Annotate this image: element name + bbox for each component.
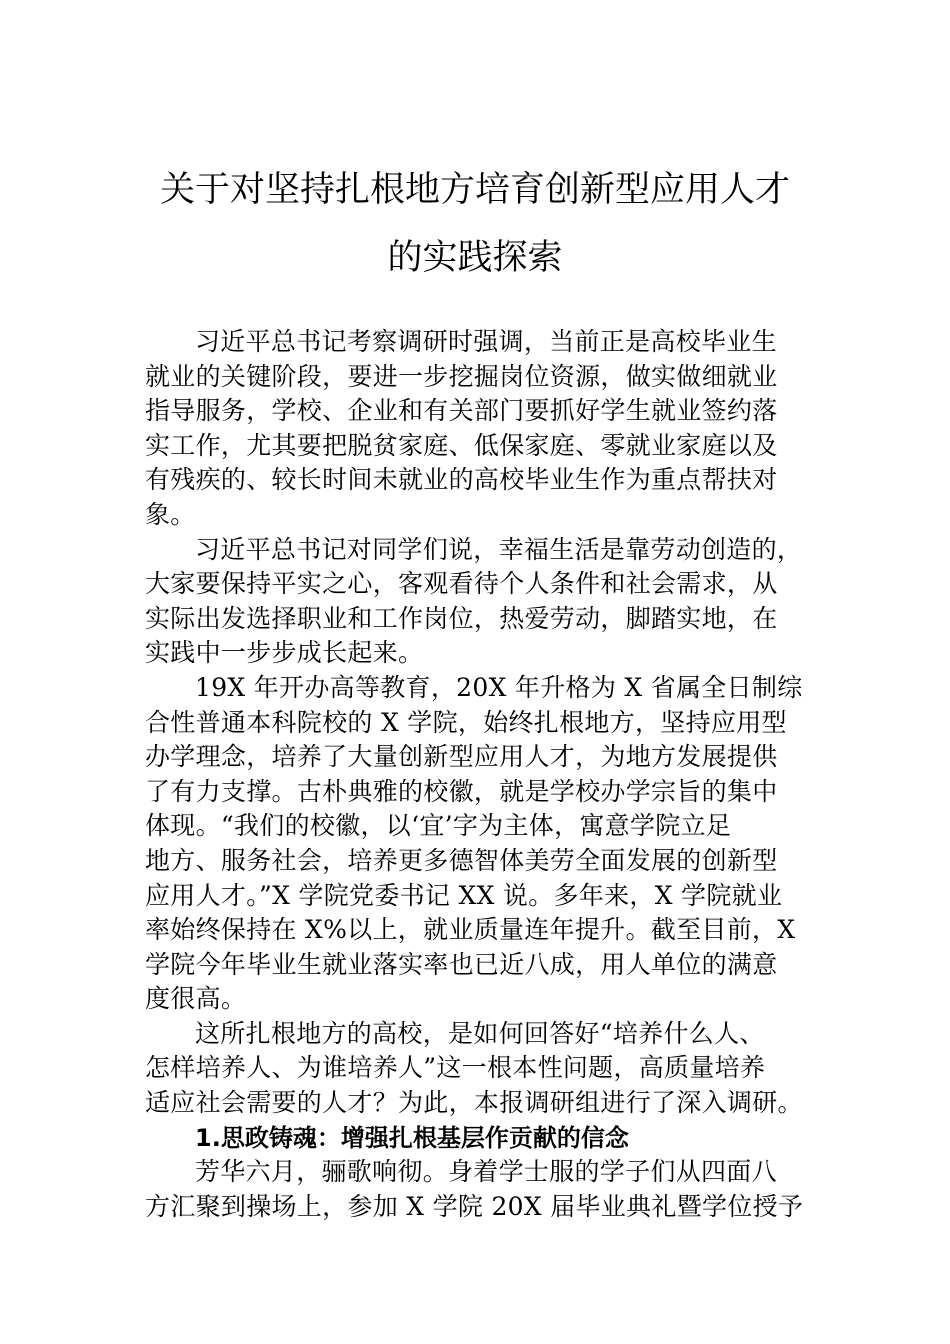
paragraph-line: 象。 <box>145 499 196 529</box>
paragraph-line: 学院今年毕业生就业落实率也已近八成，用人单位的满意 <box>145 949 778 979</box>
paragraph-line: 办学理念，培养了大量创新型应用人才，为地方发展提供 <box>145 742 778 772</box>
paragraph-line: 19X 年开办高等教育，20X 年升格为 X 省属全日制综 <box>195 672 803 702</box>
paragraph-line: 大家要保持平实之心，客观看待个人条件和社会需求，从 <box>145 569 778 599</box>
paragraph-line: 了有力支撑。古朴典雅的校徽，就是学校办学宗旨的集中 <box>145 776 778 806</box>
paragraph-line: 度很高。 <box>145 984 247 1014</box>
paragraph-line: 应用人才。”X 学院党委书记 XX 说。多年来，X 学院就业 <box>145 880 783 910</box>
paragraph-4 <box>145 1017 815 1121</box>
paragraph-line: 适应社会需要的人才？为此，本报调研组进行了深入调研。 <box>145 1088 803 1118</box>
paragraph-line: 实工作，尤其要把脱贫家庭、低保家庭、零就业家庭以及 <box>145 430 778 460</box>
document-title-line-1: 关于对坚持扎根地方培育创新型应用人才 <box>159 170 790 210</box>
document-body <box>145 325 815 1224</box>
paragraph-line: 合性普通本科院校的 X 学院，始终扎根地方，坚持应用型 <box>145 707 787 737</box>
paragraph-line: 怎样培养人、为谁培养人”这一根本性问题，高质量培养 <box>145 1053 766 1083</box>
paragraph-1 <box>145 325 815 533</box>
paragraph-line: 方汇聚到操场上，参加 X 学院 20X 届毕业典礼暨学位授予 <box>145 1191 804 1221</box>
section-heading-1 <box>145 1121 815 1156</box>
section-heading-text: 1.思政铸魂：增强扎根基层作贡献的信念 <box>195 1123 629 1152</box>
paragraph-line: 习近平总书记考察调研时强调，当前正是高校毕业生 <box>195 327 777 356</box>
paragraph-line: 习近平总书记对同学们说，幸福生活是靠劳动创造的， <box>195 534 803 564</box>
paragraph-line: 芳华六月，骊歌响彻。身着学士服的学子们从四面八 <box>195 1157 777 1187</box>
paragraph-3 <box>145 671 815 1017</box>
paragraph-line: 就业的关键阶段，要进一步挖掘岗位资源，做实做细就业 <box>145 361 778 391</box>
paragraph-5 <box>145 1155 815 1224</box>
paragraph-2 <box>145 533 815 671</box>
paragraph-line: 地方、服务社会，培养更多德智体美劳全面发展的创新型 <box>145 845 778 875</box>
paragraph-line: 有残疾的、较长时间未就业的高校毕业生作为重点帮扶对 <box>145 465 778 495</box>
paragraph-line: 这所扎根地方的高校，是如何回答好“培养什么人、 <box>195 1018 765 1048</box>
paragraph-line: 率始终保持在 X%以上，就业质量连年提升。截至目前，X <box>145 915 796 945</box>
paragraph-line: 指导服务，学校、企业和有关部门要抓好学生就业签约落 <box>145 396 778 426</box>
paragraph-line: 实际出发选择职业和工作岗位，热爱劳动，脚踏实地，在 <box>145 603 778 633</box>
document-title-line-2: 的实践探索 <box>387 238 563 278</box>
paragraph-line: 实践中一步步成长起来。 <box>145 638 424 668</box>
paragraph-line: 体现。“我们的校徽，以‘宜’字为主体，寓意学院立足 <box>145 811 732 841</box>
